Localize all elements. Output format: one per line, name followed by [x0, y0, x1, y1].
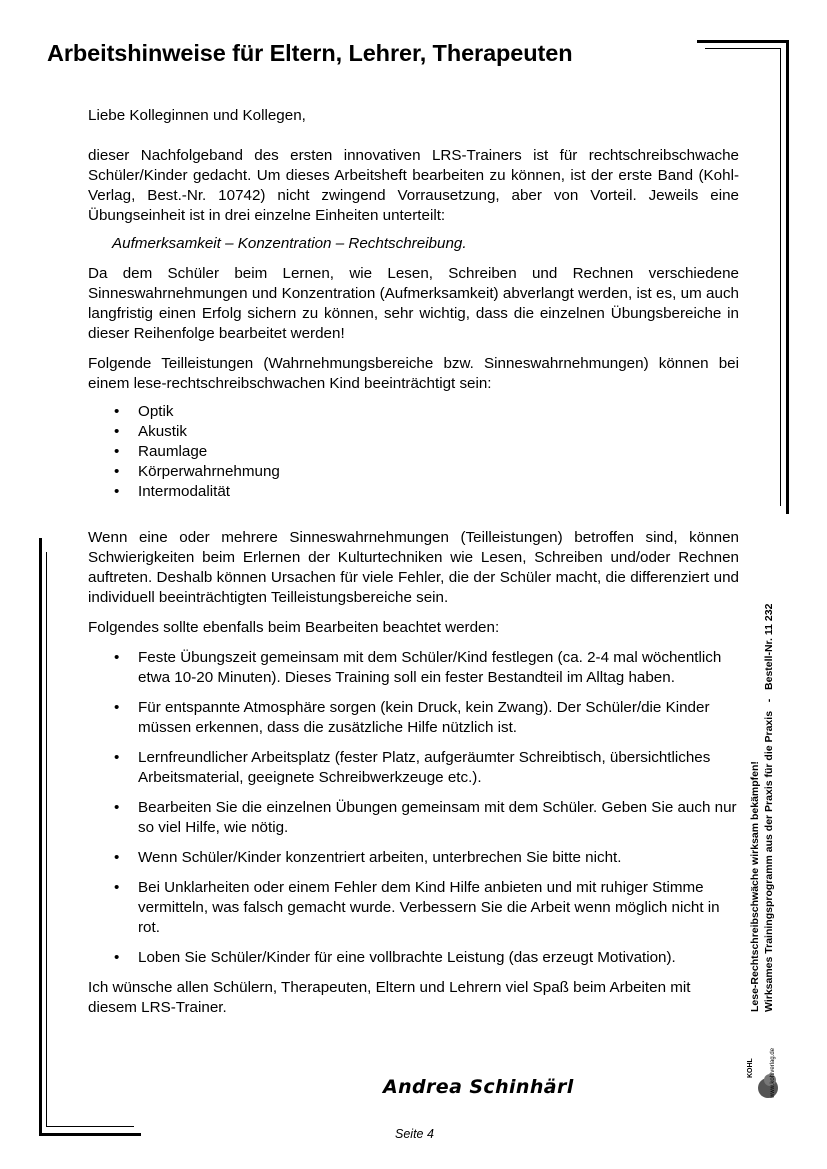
bullet: • — [114, 949, 120, 966]
frame-top-right-outer-h — [697, 40, 789, 43]
list-item: • Lernfreundlicher Arbeitsplatz (fester Platz, aufgeräumter Schreibtisch, übersichtliches Arbeitsmaterial, geeignete Schreibwerkzeuge etc.). — [114, 749, 711, 786]
bullet: • — [114, 649, 120, 666]
list-item: • Bearbeiten Sie die einzelnen Übungen gemeinsam mit dem Schüler. Geben Sie auch nur so viel Hilfe, wie nötig. — [114, 799, 737, 836]
tips-list — [88, 648, 739, 968]
bullet: • — [114, 443, 120, 460]
list-item: • Für entspannte Atmosphäre sorgen (kein Druck, kein Zwang). Der Schüler/die Kinder müssen erkennen, dass die zusätzliche Hilfe nützlich ist. — [114, 699, 710, 736]
list-item: • Körperwahrnehmung — [114, 463, 280, 480]
sidebar-text — [748, 604, 776, 1012]
order-paragraph: Da dem Schüler beim Lernen, wie Lesen, Schreiben und Rechnen verschiedene Sinneswahrnehmungen und Konzentration (Aufmerksamkeit) abverlangt werden, ist es, um auch langfristig einen Erfolg sichern zu können, sehr wichtig, dass die einzelnen Übungsbereiche in dieser Reihenfolge bearbeitet werden! — [88, 265, 739, 342]
sidebar-line-2: Wirksames Trainingsprogramm aus der Praxis für die Praxis - Bestell-Nr. 11 232 — [763, 603, 775, 1012]
areas-paragraph: Folgende Teilleistungen (Wahrnehmungsbereiche bzw. Sinneswahrnehmungen) können bei einem lese-rechtschreibschwachen Kind beeinträchtigt sein: — [88, 355, 739, 392]
bullet: • — [114, 699, 120, 716]
bullet: • — [114, 483, 120, 500]
frame-bottom-left-outer-h — [39, 1133, 141, 1136]
bullet: • — [114, 463, 120, 480]
signature: Andrea Schinhärl — [383, 1076, 574, 1098]
causes-paragraph: Wenn eine oder mehrere Sinneswahrnehmungen (Teilleistungen) betroffen sind, können Schwierigkeiten beim Erlernen der Kulturtechniken wie Lesen, Schreiben und/oder Rechnen auftreten. Deshalb können Ursachen für viele Fehler, die der Schüler macht, die differenziert und individuell beeinträchtigten Teilleistungsbereiche sein. — [88, 529, 739, 606]
frame-bottom-left-inner-h — [46, 1126, 134, 1127]
sidebar-line-1: Lese-Rechtschreibschwäche wirksam bekämpfen! — [749, 761, 761, 1012]
closing-paragraph: Ich wünsche allen Schülern, Therapeuten, Eltern und Lehrern viel Spaß beim Arbeiten mit diesem LRS-Trainer. — [88, 979, 691, 1016]
frame-bottom-left-inner-v — [46, 552, 47, 1126]
bullet: • — [114, 849, 120, 866]
list-item: • Feste Übungszeit gemeinsam mit dem Schüler/Kind festlegen (ca. 2-4 mal wöchentlich etwa 10-20 Minuten). Dieses Training soll ein fester Bestandteil im Alltag haben. — [114, 649, 722, 686]
main-content — [88, 106, 739, 1018]
intro-paragraph: dieser Nachfolgeband des ersten innovativen LRS-Trainers ist für rechtschreibschwache Schüler/Kinder gedacht. Um dieses Arbeitsheft bearbeiten zu können, ist der erste Band (Kohl-Verlag, Best.-Nr. 10742) nicht zwingend Vorrausetzung, aber von Vorteil. Jeweils eine Übungseinheit ist in drei einzelne Einheiten unterteilt: — [88, 147, 739, 224]
list-item: • Intermodalität — [114, 483, 231, 500]
bullet: • — [114, 403, 120, 420]
list-item: • Optik — [114, 403, 174, 420]
vertical-sidebar — [746, 603, 780, 1100]
logo-name: KOHL — [747, 1058, 754, 1078]
publisher-logo — [746, 1020, 780, 1100]
frame-top-right-inner-v — [780, 48, 781, 506]
list-item: • Bei Unklarheiten oder einem Fehler dem Kind Hilfe anbieten und mit ruhiger Stimme vermitteln, was falsch gemacht wurde. Verbessern Sie die Arbeit wenn möglich nicht in rot. — [114, 879, 720, 936]
list-item: • Raumlage — [114, 443, 208, 460]
areas-list — [88, 402, 739, 502]
bullet: • — [114, 879, 120, 896]
logo-url: www.kohlverlag.de — [770, 1047, 776, 1098]
bullet: • — [114, 749, 120, 766]
bullet: • — [114, 423, 120, 440]
list-item: • Loben Sie Schüler/Kinder für eine vollbrachte Leistung (das erzeugt Motivation). — [114, 949, 676, 966]
list-item: • Wenn Schüler/Kinder konzentriert arbeiten, unterbrechen Sie bitte nicht. — [114, 849, 622, 866]
page-number: Seite 4 — [395, 1127, 434, 1141]
frame-bottom-left-outer-v — [39, 538, 42, 1136]
greeting: Liebe Kolleginnen und Kollegen, — [88, 107, 306, 124]
page-title: Arbeitshinweise für Eltern, Lehrer, Therapeuten — [47, 40, 573, 66]
units-line: Aufmerksamkeit – Konzentration – Rechtschreibung. — [112, 235, 467, 252]
list-item: • Akustik — [114, 423, 187, 440]
notes-paragraph: Folgendes sollte ebenfalls beim Bearbeiten beachtet werden: — [88, 619, 500, 636]
frame-top-right-inner-h — [705, 48, 781, 49]
frame-top-right-outer-v — [786, 40, 789, 514]
bullet: • — [114, 799, 120, 816]
